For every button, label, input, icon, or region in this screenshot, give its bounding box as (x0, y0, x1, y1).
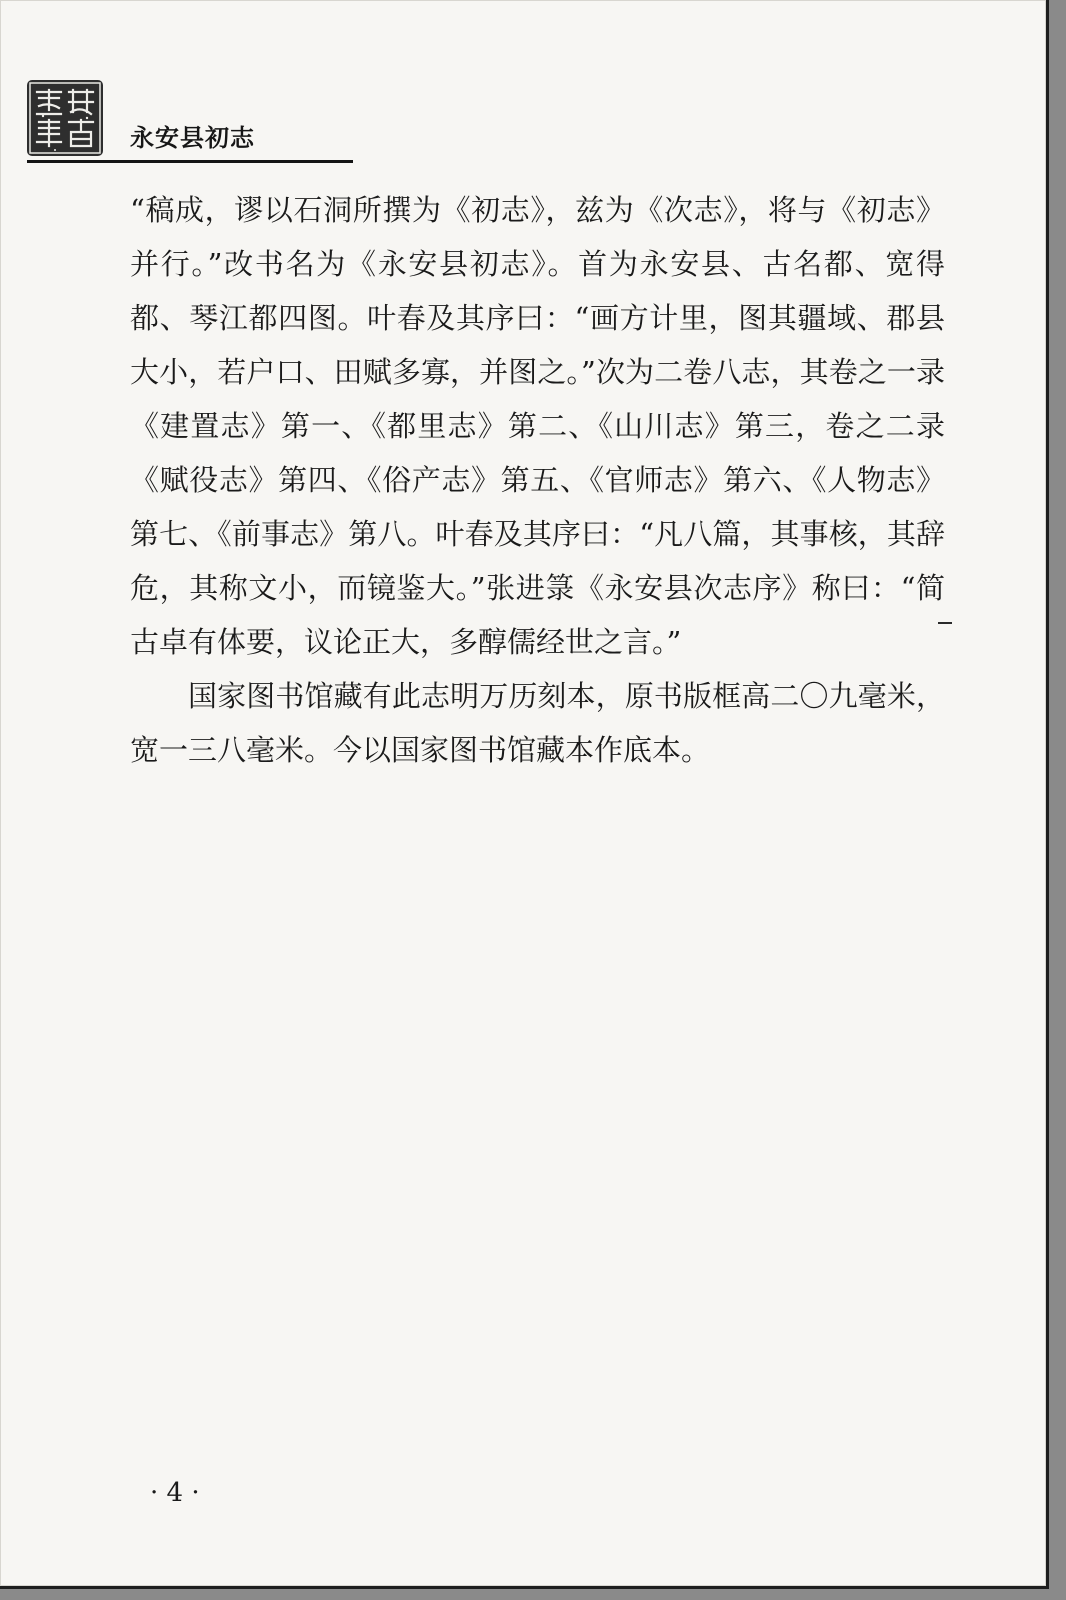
paragraph-2: 国家图书馆藏有此志明万历刻本，原书版框高二〇九毫米，宽一三八毫米。今以国家图书馆藏本作底本。 (130, 679, 945, 767)
header-rule (27, 160, 353, 163)
seal-graphic (27, 80, 103, 156)
seal-logo (27, 80, 103, 156)
running-header-title: 永安县初志 (130, 124, 255, 152)
body-text (130, 183, 945, 777)
print-speck (938, 622, 952, 624)
paragraph-1: “稿成，谬以石洞所撰为《初志》，兹为《次志》，将与《初志》并行。”改书名为《永安县初志》。首为永安县、古名都、宽得都、琴江都四图。叶春及其序曰：“画方计里，图其疆域、郡县大小，若户口、田赋多寡，并图之。”次为二卷八志，其卷之一录《建置志》第一、《都里志》第二、《山川志》第三，卷之二录《赋役志》第四、《俗产志》第五、《官师志》第六、《人物志》第七、《前事志》第八。叶春及其序曰：“凡八篇，其事核，其辞危，其称文小，而镜鉴大。”张进箓《永安县次志序》称曰：“简古卓有体要，议论正大，多醇儒经世之言。” (130, 193, 945, 659)
page-number: · 4 · (150, 1478, 200, 1508)
